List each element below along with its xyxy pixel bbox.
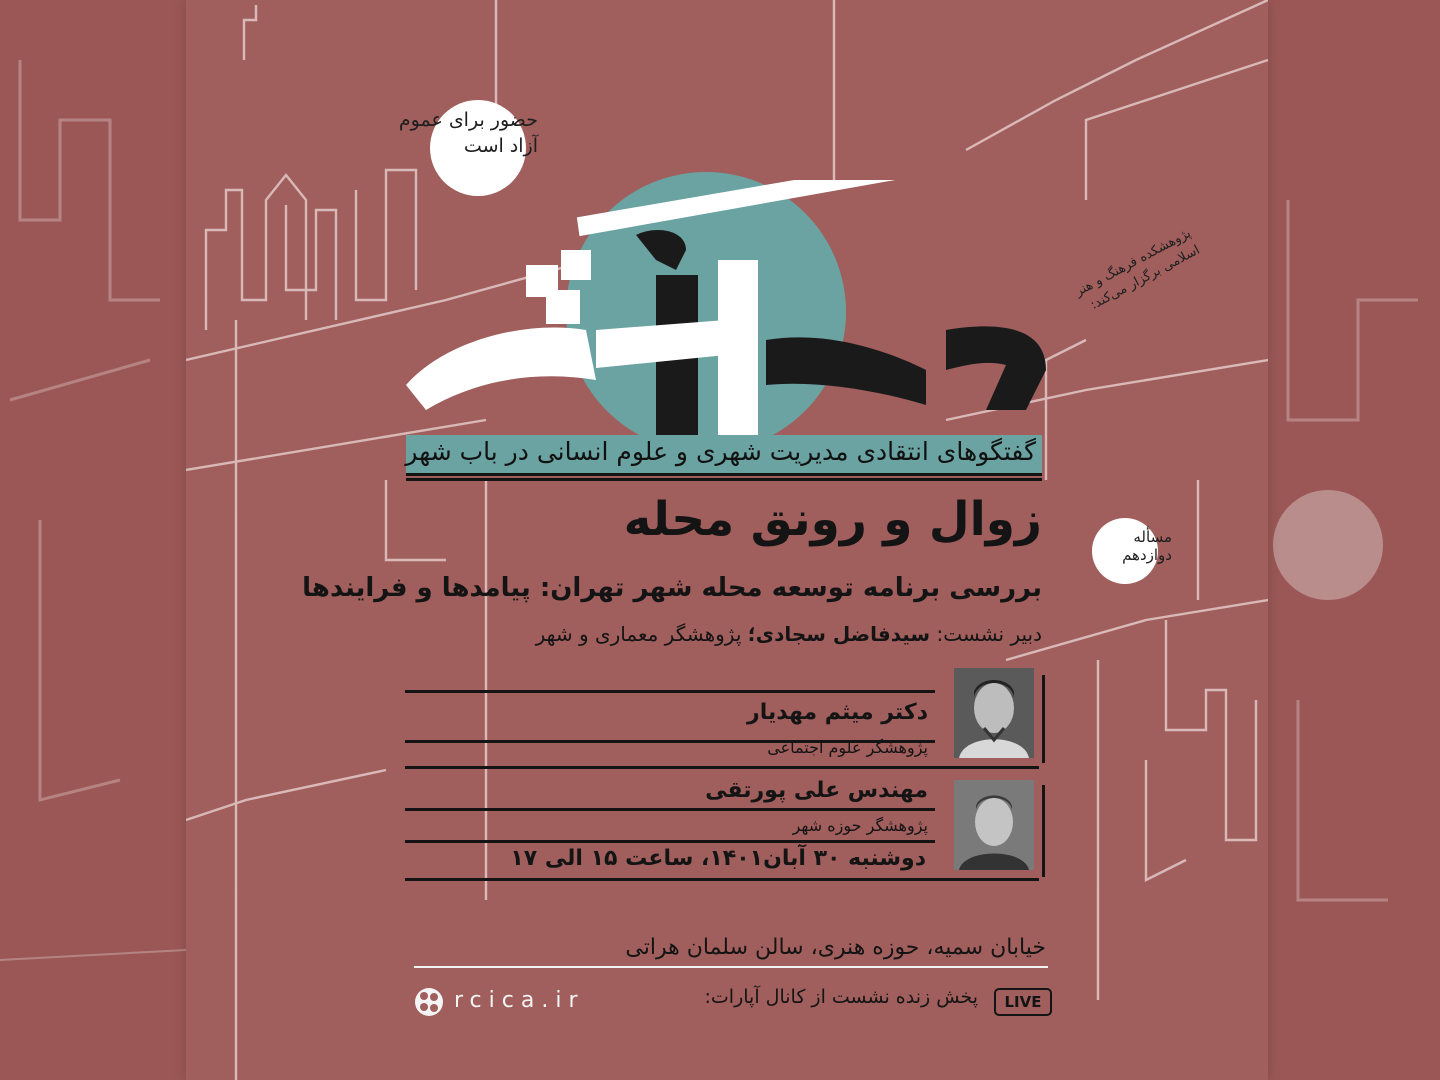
series-subtitle-band [406, 435, 1042, 476]
moderator-line [536, 622, 1042, 646]
speaker-photo [954, 668, 1034, 758]
blurred-background-left [0, 0, 186, 1080]
free-entry-text: حضور برای عموم آزاد است [398, 109, 538, 157]
event-address: خیابان سمیه، حوزه هنری، سالن سلمان هراتی [625, 935, 1046, 960]
speaker-name: دکتر میثم مهدیار [747, 700, 928, 725]
speaker-name: مهندس علی پورتقی [705, 778, 928, 803]
website-link[interactable]: rcica.ir [454, 988, 585, 1013]
divider [1042, 785, 1045, 877]
aparat-icon [413, 986, 445, 1018]
episode-label: مسأله دوازدهم [1122, 528, 1172, 564]
moderator-name: سیدفاضل سجادی؛ [747, 622, 931, 646]
blurred-line-art [0, 0, 186, 1080]
event-datetime: دوشنبه ۳۰ آبان۱۴۰۱، ساعت ۱۵ الی ۱۷ [510, 846, 926, 871]
divider [405, 808, 935, 811]
divider [405, 840, 935, 843]
avatar [954, 780, 1034, 870]
blurred-line-art [1268, 0, 1440, 1080]
avatar [954, 668, 1034, 758]
blurred-background-right [1268, 0, 1440, 1080]
event-poster [186, 0, 1268, 1080]
series-logo [386, 180, 1066, 450]
live-badge: LIVE [994, 988, 1052, 1016]
divider [405, 878, 1039, 881]
speaker-role: پژوهشگر حوزه شهر [792, 816, 928, 835]
moderator-role: پژوهشگر معماری و شهر [535, 622, 742, 646]
event-subtitle: بررسی برنامه توسعه محله شهر تهران: پیامدها و فرایندها [302, 573, 1042, 603]
divider [1042, 675, 1045, 763]
organizer-text: پژوهشکده فرهنگ و هنر اسلامی برگزار می‌کند: [1072, 225, 1203, 313]
speaker-role: پژوهشگر علوم اجتماعی [767, 738, 928, 757]
divider [414, 966, 1048, 968]
series-subtitle: گفتگوهای انتقادی مدیریت شهری و علوم انسانی در باب شهر [405, 437, 1036, 466]
moderator-label: دبیر نشست: [936, 622, 1042, 646]
divider [405, 766, 1039, 769]
divider [406, 478, 1042, 481]
event-title: زوال و رونق محله [623, 492, 1042, 547]
live-stream-text: پخش زنده نشست از کانال آپارات: [704, 986, 978, 1008]
speaker-photo [954, 780, 1034, 870]
divider [405, 690, 935, 693]
